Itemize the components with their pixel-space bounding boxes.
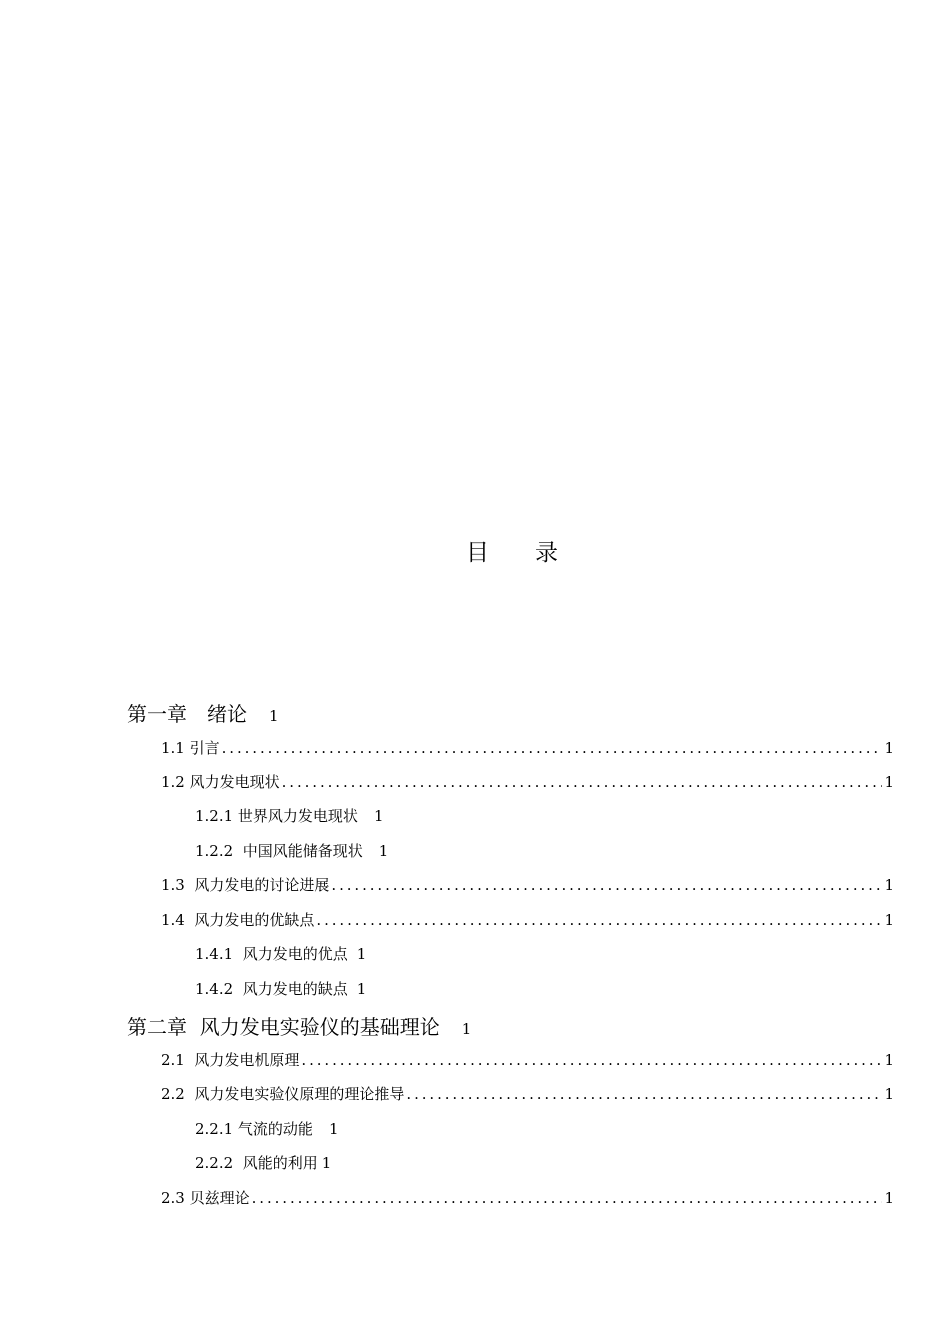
toc-entry-1-2-1[interactable] — [195, 805, 383, 826]
toc-entry-1-2-2[interactable] — [195, 840, 388, 861]
toc-entry-label: 2.2.2 风能的利用 — [195, 1154, 318, 1172]
toc-entry-page: 1 — [884, 911, 894, 929]
toc-entry-page: 1 — [884, 1085, 894, 1103]
toc-entry-2-2-1[interactable] — [195, 1118, 338, 1139]
toc-entry-chapter-1[interactable] — [127, 698, 279, 727]
dot-leader — [222, 739, 883, 757]
toc-entry-1-4[interactable] — [161, 909, 894, 930]
toc-entry-page: 1 — [356, 945, 367, 963]
toc-entry-label: 1.3 风力发电的讨论进展 — [161, 876, 330, 894]
toc-entry-page: 1 — [884, 739, 894, 757]
dot-leader — [282, 773, 883, 791]
toc-entry-page: 1 — [884, 773, 894, 791]
toc-entry-2-2-2[interactable] — [195, 1152, 331, 1173]
toc-entry-label: 1.4.1 风力发电的优点 — [195, 945, 348, 963]
toc-entry-label: 1.2.1 世界风力发电现状 — [195, 807, 358, 825]
toc-entry-2-3[interactable] — [161, 1187, 894, 1208]
toc-entry-label: 1.4.2 风力发电的缺点 — [195, 980, 348, 998]
toc-entry-1-4-1[interactable] — [195, 943, 366, 964]
toc-entry-2-1[interactable] — [161, 1049, 894, 1070]
toc-entry-label: 2.3 贝兹理论 — [161, 1189, 250, 1207]
toc-entry-page: 1 — [884, 1189, 894, 1207]
dot-leader — [301, 1051, 882, 1069]
dot-leader — [406, 1085, 882, 1103]
toc-entry-label: 1.4 风力发电的优缺点 — [161, 911, 315, 929]
toc-entry-label: 1.1 引言 — [161, 739, 220, 757]
toc-entry-label: 2.2.1 气流的动能 — [195, 1120, 313, 1138]
toc-title: 目 录 — [466, 540, 558, 566]
toc-entry-label: 1.2 风力发电现状 — [161, 773, 280, 791]
toc-entry-label: 2.2 风力发电实验仪原理的理论推导 — [161, 1085, 405, 1103]
toc-entry-page: 1 — [378, 842, 389, 860]
toc-entry-page: 1 — [328, 1120, 339, 1138]
toc-entry-page: 1 — [884, 1051, 894, 1069]
dot-leader — [331, 876, 882, 894]
toc-entry-chapter-2[interactable] — [127, 1011, 471, 1040]
toc-entry-label: 1.2.2 中国风能储备现状 — [195, 842, 363, 860]
toc-entry-page: 1 — [373, 807, 384, 825]
toc-entry-label: 第一章 绪论 — [127, 702, 247, 726]
toc-entry-page: 1 — [269, 707, 279, 725]
toc-entry-page: 1 — [461, 1020, 472, 1038]
dot-leader — [252, 1189, 883, 1207]
toc-entry-1-3[interactable] — [161, 874, 894, 895]
toc-entry-page: 1 — [356, 980, 367, 998]
toc-entry-label: 2.1 风力发电机原理 — [161, 1051, 300, 1069]
toc-entry-2-2[interactable] — [161, 1083, 894, 1104]
toc-entry-1-1[interactable] — [161, 737, 894, 758]
toc-entry-label: 第二章 风力发电实验仪的基础理论 — [127, 1015, 440, 1039]
toc-entry-1-4-2[interactable] — [195, 978, 366, 999]
dot-leader — [316, 911, 882, 929]
toc-entry-page: 1 — [884, 876, 894, 894]
toc-entry-1-2[interactable] — [161, 771, 894, 792]
toc-entry-page: 1 — [321, 1154, 332, 1172]
